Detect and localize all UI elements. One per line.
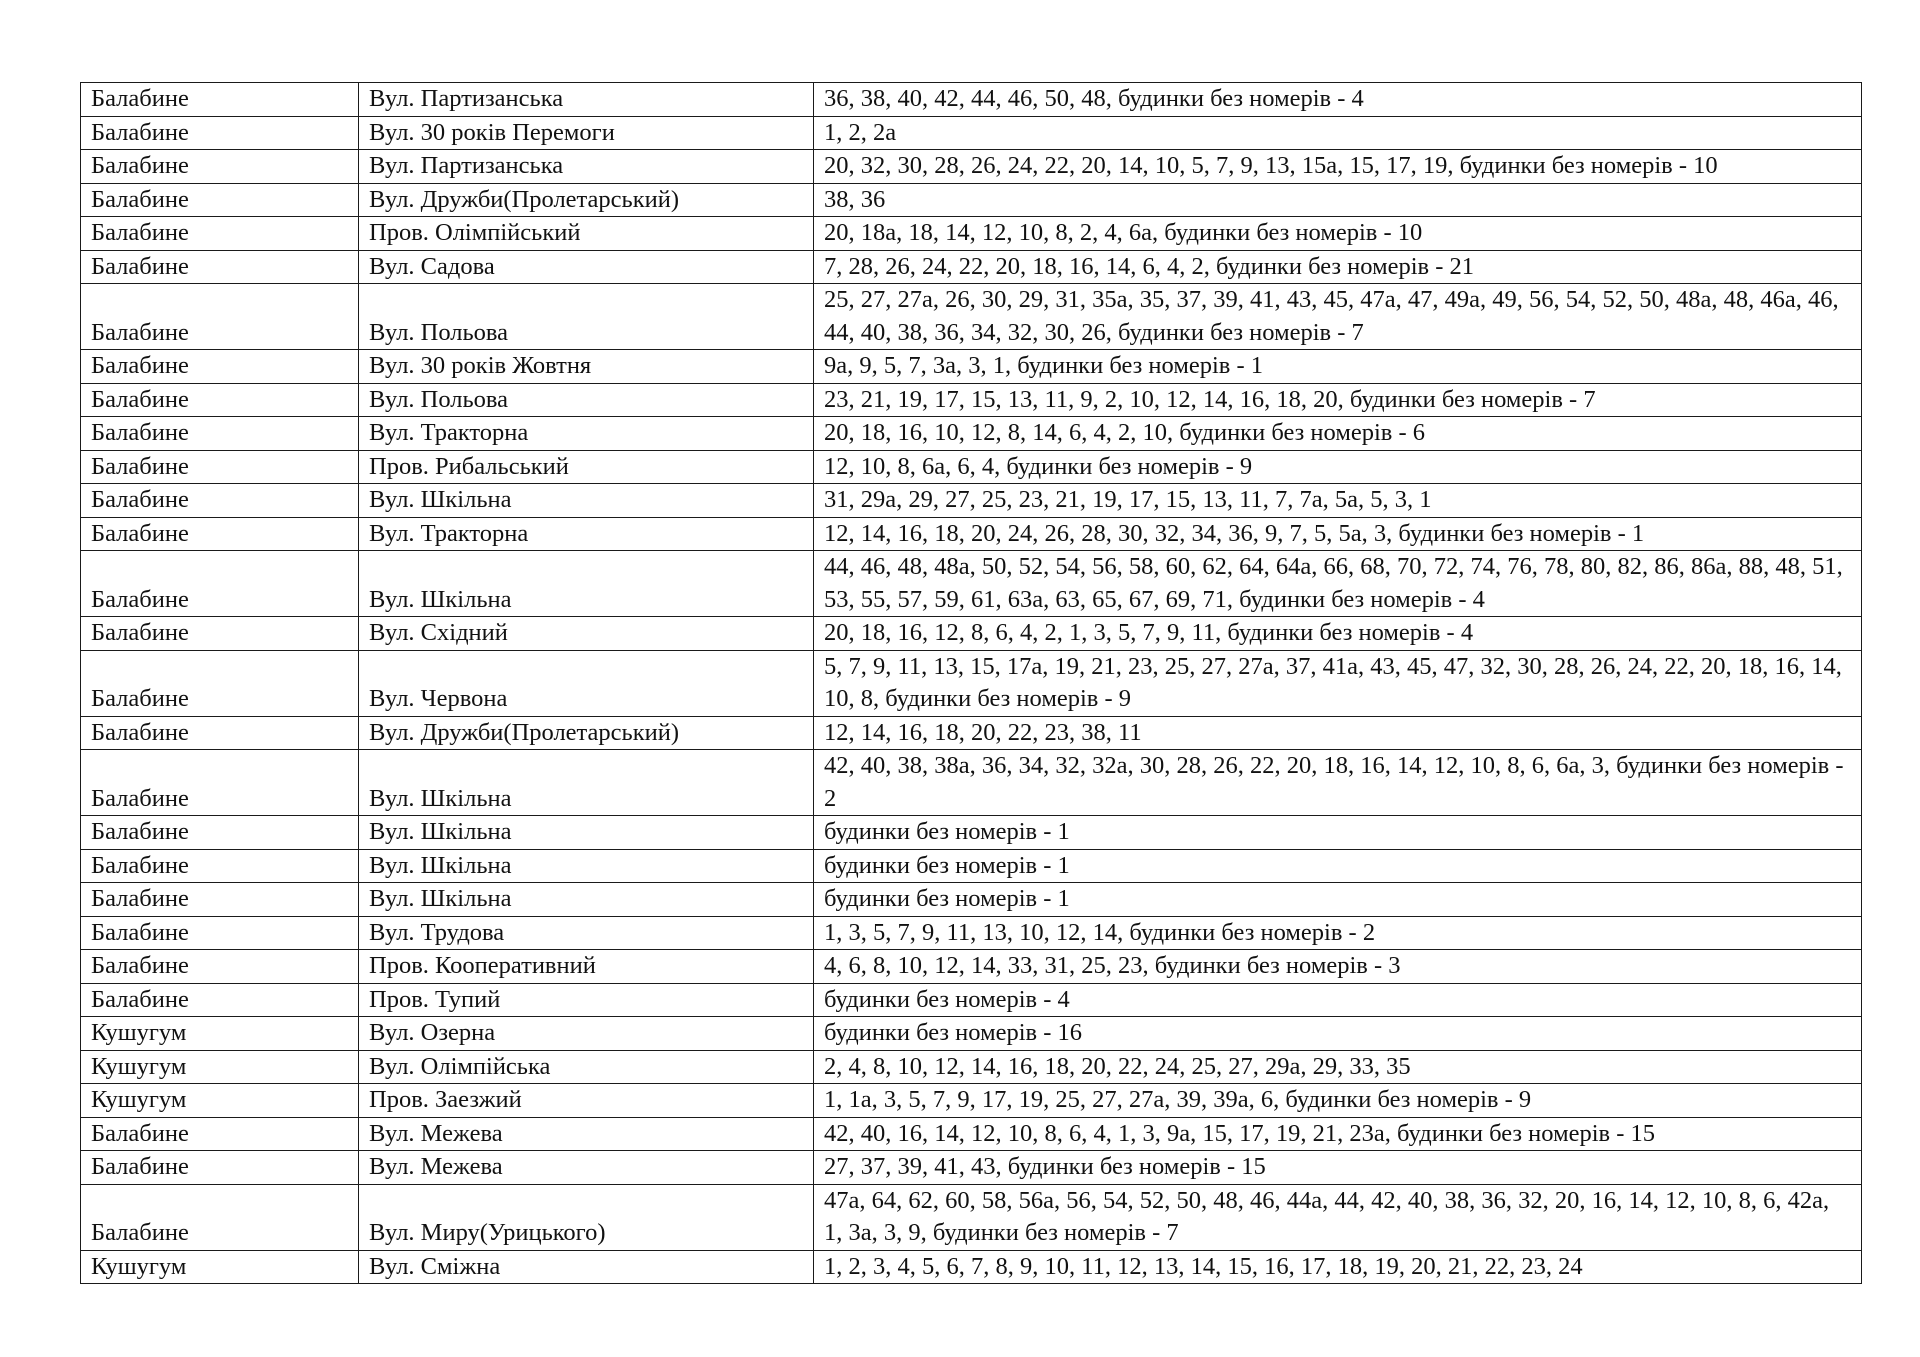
street-cell: Вул. Сміжна: [359, 1250, 814, 1284]
village-cell: Балабине: [81, 650, 359, 716]
village-cell: Балабине: [81, 1184, 359, 1250]
street-cell: Вул. Шкільна: [359, 849, 814, 883]
street-cell: Пров. Кооперативний: [359, 950, 814, 984]
village-cell: Балабине: [81, 1151, 359, 1185]
village-cell: Балабине: [81, 350, 359, 384]
street-cell: Вул. Польова: [359, 284, 814, 350]
table-row: [81, 983, 1862, 1017]
houses-cell: будинки без номерів - 16: [814, 1017, 1862, 1051]
street-cell: Вул. Шкільна: [359, 883, 814, 917]
street-cell: Вул. Польова: [359, 383, 814, 417]
houses-cell: будинки без номерів - 1: [814, 849, 1862, 883]
table-row: [81, 1017, 1862, 1051]
houses-cell: 36, 38, 40, 42, 44, 46, 50, 48, будинки без номерів - 4: [814, 83, 1862, 117]
village-cell: Балабине: [81, 383, 359, 417]
street-cell: Вул. Тракторна: [359, 517, 814, 551]
table-row: [81, 849, 1862, 883]
houses-cell: 1, 1а, 3, 5, 7, 9, 17, 19, 25, 27, 27а, 39, 39а, 6, будинки без номерів - 9: [814, 1084, 1862, 1118]
street-cell: Вул. Партизанська: [359, 83, 814, 117]
houses-cell: 27, 37, 39, 41, 43, будинки без номерів - 15: [814, 1151, 1862, 1185]
village-cell: Балабине: [81, 250, 359, 284]
houses-cell: 1, 2, 2а: [814, 116, 1862, 150]
houses-cell: 12, 10, 8, 6а, 6, 4, будинки без номерів - 9: [814, 450, 1862, 484]
houses-cell: 2, 4, 8, 10, 12, 14, 16, 18, 20, 22, 24, 25, 27, 29а, 29, 33, 35: [814, 1050, 1862, 1084]
village-cell: Кушугум: [81, 1250, 359, 1284]
street-cell: Вул. Озерна: [359, 1017, 814, 1051]
table-row: [81, 450, 1862, 484]
street-cell: Вул. Садова: [359, 250, 814, 284]
street-cell: Пров. Тупий: [359, 983, 814, 1017]
table-row: [81, 750, 1862, 816]
houses-cell: будинки без номерів - 1: [814, 883, 1862, 917]
table-row: [81, 183, 1862, 217]
houses-cell: будинки без номерів - 1: [814, 816, 1862, 850]
houses-cell: 44, 46, 48, 48а, 50, 52, 54, 56, 58, 60, 62, 64, 64а, 66, 68, 70, 72, 74, 76, 78, 80, 82, 86, 86а, 88, 48, 51, 53, 55, 57, 59, 61, 63а, 63, 65, 67, 69, 71, будинки без номерів - 4: [814, 551, 1862, 617]
houses-cell: 20, 18, 16, 10, 12, 8, 14, 6, 4, 2, 10, будинки без номерів - 6: [814, 417, 1862, 451]
address-table-page: [80, 82, 1861, 1284]
houses-cell: 42, 40, 16, 14, 12, 10, 8, 6, 4, 1, 3, 9а, 15, 17, 19, 21, 23а, будинки без номерів - 15: [814, 1117, 1862, 1151]
table-row: [81, 484, 1862, 518]
table-row: [81, 1117, 1862, 1151]
table-row: [81, 883, 1862, 917]
houses-cell: 20, 32, 30, 28, 26, 24, 22, 20, 14, 10, 5, 7, 9, 13, 15а, 15, 17, 19, будинки без номерів - 10: [814, 150, 1862, 184]
street-cell: Пров. Олімпійський: [359, 217, 814, 251]
village-cell: Кушугум: [81, 1084, 359, 1118]
table-row: [81, 517, 1862, 551]
table-row: [81, 816, 1862, 850]
houses-cell: будинки без номерів - 4: [814, 983, 1862, 1017]
table-row: [81, 284, 1862, 350]
houses-cell: 1, 3, 5, 7, 9, 11, 13, 10, 12, 14, будинки без номерів - 2: [814, 916, 1862, 950]
street-cell: Вул. Дружби(Пролетарський): [359, 716, 814, 750]
village-cell: Балабине: [81, 950, 359, 984]
houses-cell: 38, 36: [814, 183, 1862, 217]
village-cell: Балабине: [81, 517, 359, 551]
street-cell: Вул. 30 років Жовтня: [359, 350, 814, 384]
houses-cell: 20, 18а, 18, 14, 12, 10, 8, 2, 4, 6а, будинки без номерів - 10: [814, 217, 1862, 251]
houses-cell: 47а, 64, 62, 60, 58, 56а, 56, 54, 52, 50, 48, 46, 44а, 44, 42, 40, 38, 36, 32, 20, 16, 14, 12, 10, 8, 6, 42а, 1, 3а, 3, 9, будинки без номерів - 7: [814, 1184, 1862, 1250]
address-table-body: [81, 83, 1862, 1284]
village-cell: Балабине: [81, 150, 359, 184]
houses-cell: 25, 27, 27а, 26, 30, 29, 31, 35а, 35, 37, 39, 41, 43, 45, 47а, 47, 49а, 49, 56, 54, 52, 50, 48а, 48, 46а, 46, 44, 40, 38, 36, 34, 32, 30, 26, будинки без номерів - 7: [814, 284, 1862, 350]
village-cell: Балабине: [81, 983, 359, 1017]
street-cell: Вул. Дружби(Пролетарський): [359, 183, 814, 217]
village-cell: Балабине: [81, 217, 359, 251]
table-row: [81, 217, 1862, 251]
village-cell: Балабине: [81, 617, 359, 651]
table-row: [81, 1084, 1862, 1118]
village-cell: Кушугум: [81, 1050, 359, 1084]
village-cell: Балабине: [81, 816, 359, 850]
village-cell: Балабине: [81, 450, 359, 484]
table-row: [81, 1151, 1862, 1185]
village-cell: Балабине: [81, 284, 359, 350]
houses-cell: 5, 7, 9, 11, 13, 15, 17а, 19, 21, 23, 25, 27, 27а, 37, 41а, 43, 45, 47, 32, 30, 28, 26, 24, 22, 20, 18, 16, 14, 10, 8, будинки без номерів - 9: [814, 650, 1862, 716]
village-cell: Балабине: [81, 750, 359, 816]
table-row: [81, 916, 1862, 950]
street-cell: Вул. Межева: [359, 1151, 814, 1185]
table-row: [81, 1250, 1862, 1284]
village-cell: Балабине: [81, 183, 359, 217]
street-cell: Вул. Східний: [359, 617, 814, 651]
village-cell: Балабине: [81, 116, 359, 150]
street-cell: Вул. 30 років Перемоги: [359, 116, 814, 150]
street-cell: Вул. Червона: [359, 650, 814, 716]
houses-cell: 20, 18, 16, 12, 8, 6, 4, 2, 1, 3, 5, 7, 9, 11, будинки без номерів - 4: [814, 617, 1862, 651]
houses-cell: 9а, 9, 5, 7, 3а, 3, 1, будинки без номерів - 1: [814, 350, 1862, 384]
table-row: [81, 116, 1862, 150]
table-row: [81, 1050, 1862, 1084]
village-cell: Балабине: [81, 484, 359, 518]
table-row: [81, 716, 1862, 750]
table-row: [81, 383, 1862, 417]
table-row: [81, 150, 1862, 184]
table-row: [81, 417, 1862, 451]
street-cell: Вул. Шкільна: [359, 484, 814, 518]
street-cell: Вул. Трудова: [359, 916, 814, 950]
table-row: [81, 350, 1862, 384]
village-cell: Кушугум: [81, 1017, 359, 1051]
street-cell: Вул. Партизанська: [359, 150, 814, 184]
houses-cell: 1, 2, 3, 4, 5, 6, 7, 8, 9, 10, 11, 12, 13, 14, 15, 16, 17, 18, 19, 20, 21, 22, 23, 24: [814, 1250, 1862, 1284]
street-cell: Вул. Шкільна: [359, 750, 814, 816]
houses-cell: 31, 29а, 29, 27, 25, 23, 21, 19, 17, 15, 13, 11, 7, 7а, 5а, 5, 3, 1: [814, 484, 1862, 518]
table-row: [81, 950, 1862, 984]
table-row: [81, 617, 1862, 651]
table-row: [81, 250, 1862, 284]
street-cell: Вул. Миру(Урицького): [359, 1184, 814, 1250]
street-cell: Вул. Межева: [359, 1117, 814, 1151]
street-cell: Вул. Шкільна: [359, 551, 814, 617]
street-cell: Пров. Заезжий: [359, 1084, 814, 1118]
village-cell: Балабине: [81, 83, 359, 117]
address-table: [80, 82, 1862, 1284]
street-cell: Вул. Олімпійська: [359, 1050, 814, 1084]
street-cell: Пров. Рибальський: [359, 450, 814, 484]
street-cell: Вул. Шкільна: [359, 816, 814, 850]
village-cell: Балабине: [81, 849, 359, 883]
houses-cell: 12, 14, 16, 18, 20, 24, 26, 28, 30, 32, 34, 36, 9, 7, 5, 5а, 3, будинки без номерів - 1: [814, 517, 1862, 551]
street-cell: Вул. Тракторна: [359, 417, 814, 451]
village-cell: Балабине: [81, 551, 359, 617]
village-cell: Балабине: [81, 417, 359, 451]
houses-cell: 42, 40, 38, 38а, 36, 34, 32, 32а, 30, 28, 26, 22, 20, 18, 16, 14, 12, 10, 8, 6, 6а, 3, будинки без номерів - 2: [814, 750, 1862, 816]
village-cell: Балабине: [81, 716, 359, 750]
table-row: [81, 551, 1862, 617]
houses-cell: 23, 21, 19, 17, 15, 13, 11, 9, 2, 10, 12, 14, 16, 18, 20, будинки без номерів - 7: [814, 383, 1862, 417]
houses-cell: 12, 14, 16, 18, 20, 22, 23, 38, 11: [814, 716, 1862, 750]
houses-cell: 4, 6, 8, 10, 12, 14, 33, 31, 25, 23, будинки без номерів - 3: [814, 950, 1862, 984]
village-cell: Балабине: [81, 883, 359, 917]
village-cell: Балабине: [81, 916, 359, 950]
houses-cell: 7, 28, 26, 24, 22, 20, 18, 16, 14, 6, 4, 2, будинки без номерів - 21: [814, 250, 1862, 284]
village-cell: Балабине: [81, 1117, 359, 1151]
table-row: [81, 650, 1862, 716]
table-row: [81, 83, 1862, 117]
table-row: [81, 1184, 1862, 1250]
